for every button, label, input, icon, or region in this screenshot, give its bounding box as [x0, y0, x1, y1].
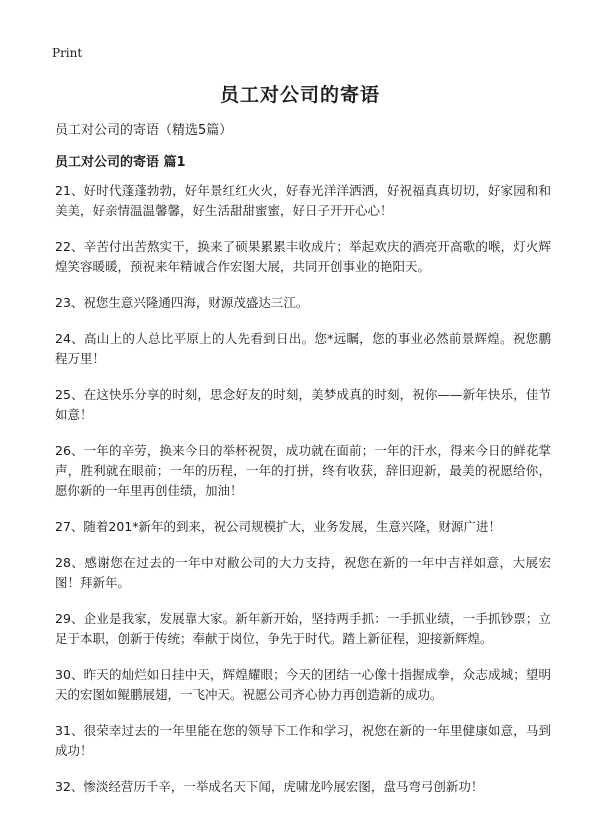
document-title: 员工对公司的寄语: [219, 84, 380, 106]
paragraph: 30、昨天的灿烂如日挂中天，辉煌耀眼；今天的团结一心像十指握成拳，众志成城；望明天的宏图如鲲鹏展翅，一飞冲天。祝愿公司齐心协力再创造新的成功。: [55, 667, 551, 702]
paragraph: 21、好时代蓬蓬勃勃，好年景红红火火，好春光洋洋洒洒，好祝福真真切切，好家园和和美美，好亲情温温馨馨，好生活甜甜蜜蜜，好日子开开心心！: [55, 183, 551, 218]
paragraph: 24、高山上的人总比平原上的人先看到日出。您*远瞩，您的事业必然前景辉煌。祝您鹏程万里！: [55, 331, 551, 366]
paragraph: 32、惨淡经营历千辛，一举成名天下闻，虎啸龙吟展宏图，盘马弯弓创新功！: [55, 779, 484, 794]
paragraph: 23、祝您生意兴隆通四海，财源茂盛达三江。: [55, 295, 309, 310]
paragraph: 31、很荣幸过去的一年里能在您的领导下工作和学习，祝您在新的一年里健康如意，马到成功！: [55, 723, 551, 758]
print-link[interactable]: Print: [52, 46, 83, 60]
paragraph: 25、在这快乐分享的时刻，思念好友的时刻，美梦成真的时刻，祝你——新年快乐，佳节如意！: [55, 387, 551, 422]
paragraph: 28、感谢您在过去的一年中对敝公司的大力支持，祝您在新的一年中吉祥如意，大展宏图！拜新年。: [55, 555, 551, 590]
document-subtitle: 员工对公司的寄语（精选5篇）: [55, 123, 233, 138]
paragraph: 27、随着201*新年的到来，祝公司规模扩大，业务发展，生意兴隆，财源广进！: [55, 519, 502, 534]
paragraph: 26、一年的辛劳，换来今日的举杯祝贺，成功就在面前；一年的汗水，得来今日的鲜花掌声，胜利就在眼前；一年的历程，一年的打拼，终有收获，辞旧迎新，最美的祝愿给你，愿你新的一年里再创佳绩，加油！: [55, 443, 551, 498]
paragraph: 22、辛苦付出苦熬实干，换来了硕果累累丰收成片；举起欢庆的酒亮开高歌的喉，灯火辉煌笑容暖暖，预祝来年精诚合作宏图大展，共同开创事业的艳阳天。: [55, 239, 551, 274]
content-body: [55, 181, 551, 813]
section-heading: 员工对公司的寄语 篇1: [55, 155, 186, 170]
paragraph: 29、企业是我家，发展靠大家。新年新开始，坚持两手抓：一手抓业绩，一手抓钞票；立足于本职，创新于传统；奉献于岗位，争先于时代。踏上新征程，迎接新辉煌。: [55, 611, 551, 646]
